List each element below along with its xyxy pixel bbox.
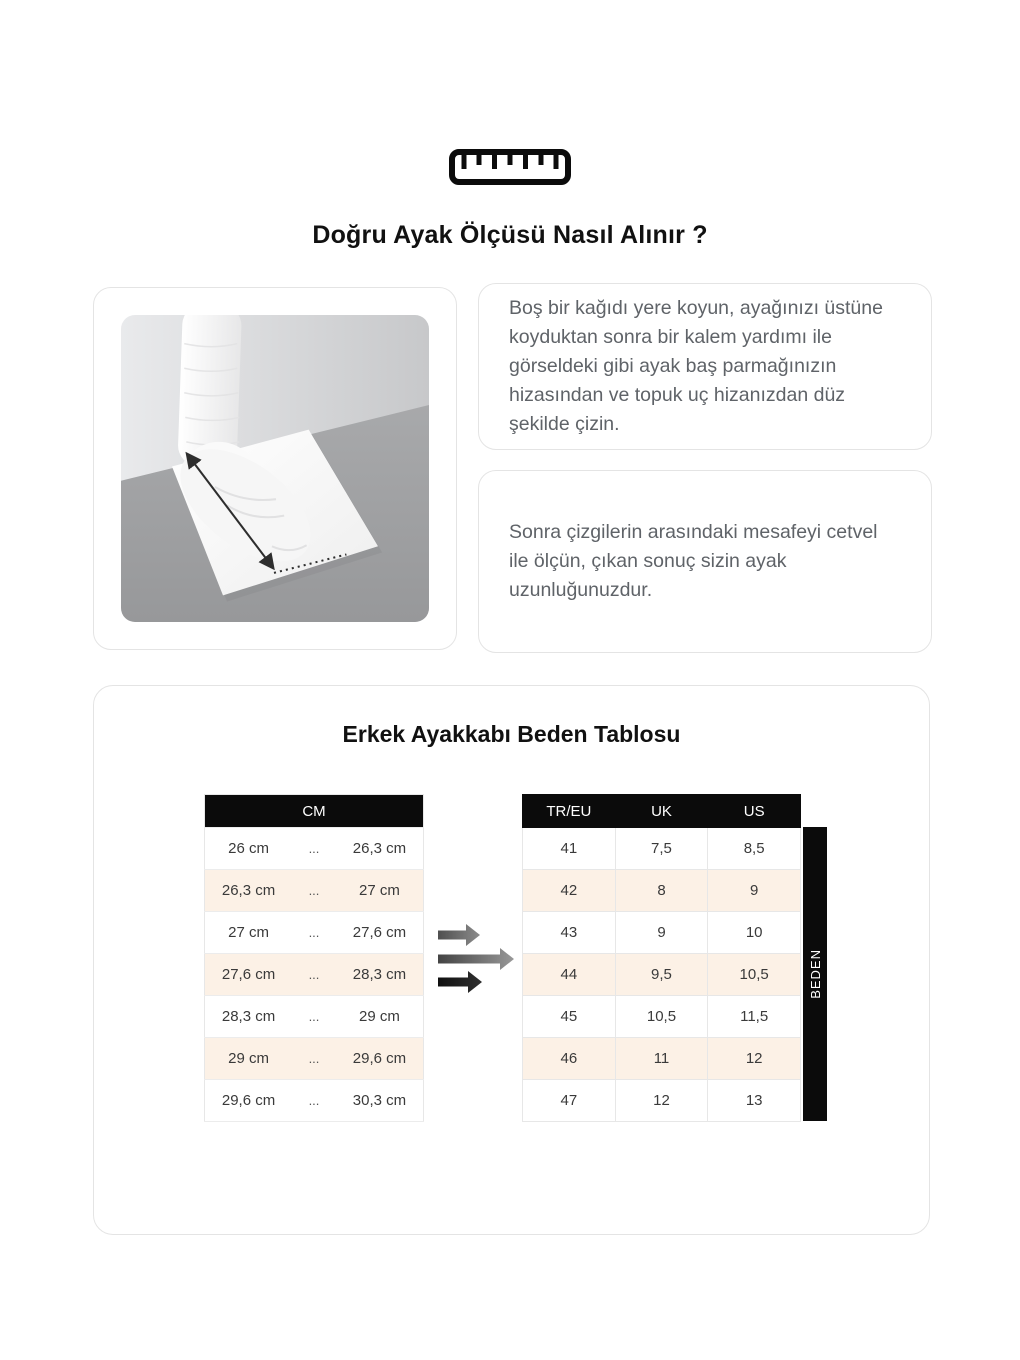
beden-side-bar — [803, 827, 827, 1121]
col-header-uk: UK — [615, 795, 708, 828]
measurement-photo-card — [93, 287, 457, 650]
transfer-arrows-icon — [437, 923, 515, 998]
instruction-step1-text: Boş bir kağıdı yere koyun, ayağınızı üstüne koyduktan sonra bir kalem yardımı ile görseldeki gibi ayak baş parmağınızın hizasından ve topuk uç hizanızdan düz şekilde çizin. — [509, 297, 883, 435]
table-header-row — [523, 795, 801, 828]
instruction-step2-card — [478, 470, 932, 653]
ruler-icon — [0, 148, 1020, 191]
table-row: 26,3 cm ... 27 cm — [205, 870, 424, 912]
col-header-us: US — [708, 795, 801, 828]
table-row: 42 8 9 — [523, 870, 801, 912]
table-row: 45 10,5 11,5 — [523, 996, 801, 1038]
table-row: 28,3 cm ... 29 cm — [205, 996, 424, 1038]
table-row: 41 7,5 8,5 — [523, 828, 801, 870]
cm-table-header: CM — [205, 795, 424, 828]
table-row: 47 12 13 — [523, 1080, 801, 1122]
table-row: 29,6 cm ... 30,3 cm — [205, 1080, 424, 1122]
table-row: 26 cm ... 26,3 cm — [205, 828, 424, 870]
page-title: Doğru Ayak Ölçüsü Nasıl Alınır ? — [312, 221, 708, 249]
instruction-step2-text: Sonra çizgilerin arasındaki mesafeyi cetvel ile ölçün, çıkan sonuç sizin ayak uzunluğunuzdur. — [509, 521, 878, 601]
col-header-tr-eu: TR/EU — [523, 795, 616, 828]
table-row: 46 11 12 — [523, 1038, 801, 1080]
beden-label: BEDEN — [807, 949, 823, 999]
table-row: 27,6 cm ... 28,3 cm — [205, 954, 424, 996]
table-row: 44 9,5 10,5 — [523, 954, 801, 996]
size-chart-title: Erkek Ayakkabı Beden Tablosu — [342, 721, 681, 747]
table-row: 27 cm ... 27,6 cm — [205, 912, 424, 954]
size-conversion-table — [522, 794, 801, 1122]
table-row: 29 cm ... 29,6 cm — [205, 1038, 424, 1080]
instruction-step1-card — [478, 283, 932, 450]
foot-measurement-photo — [121, 315, 429, 622]
table-row: 43 9 10 — [523, 912, 801, 954]
cm-range-table — [204, 794, 424, 1122]
size-chart-card — [93, 685, 930, 1235]
